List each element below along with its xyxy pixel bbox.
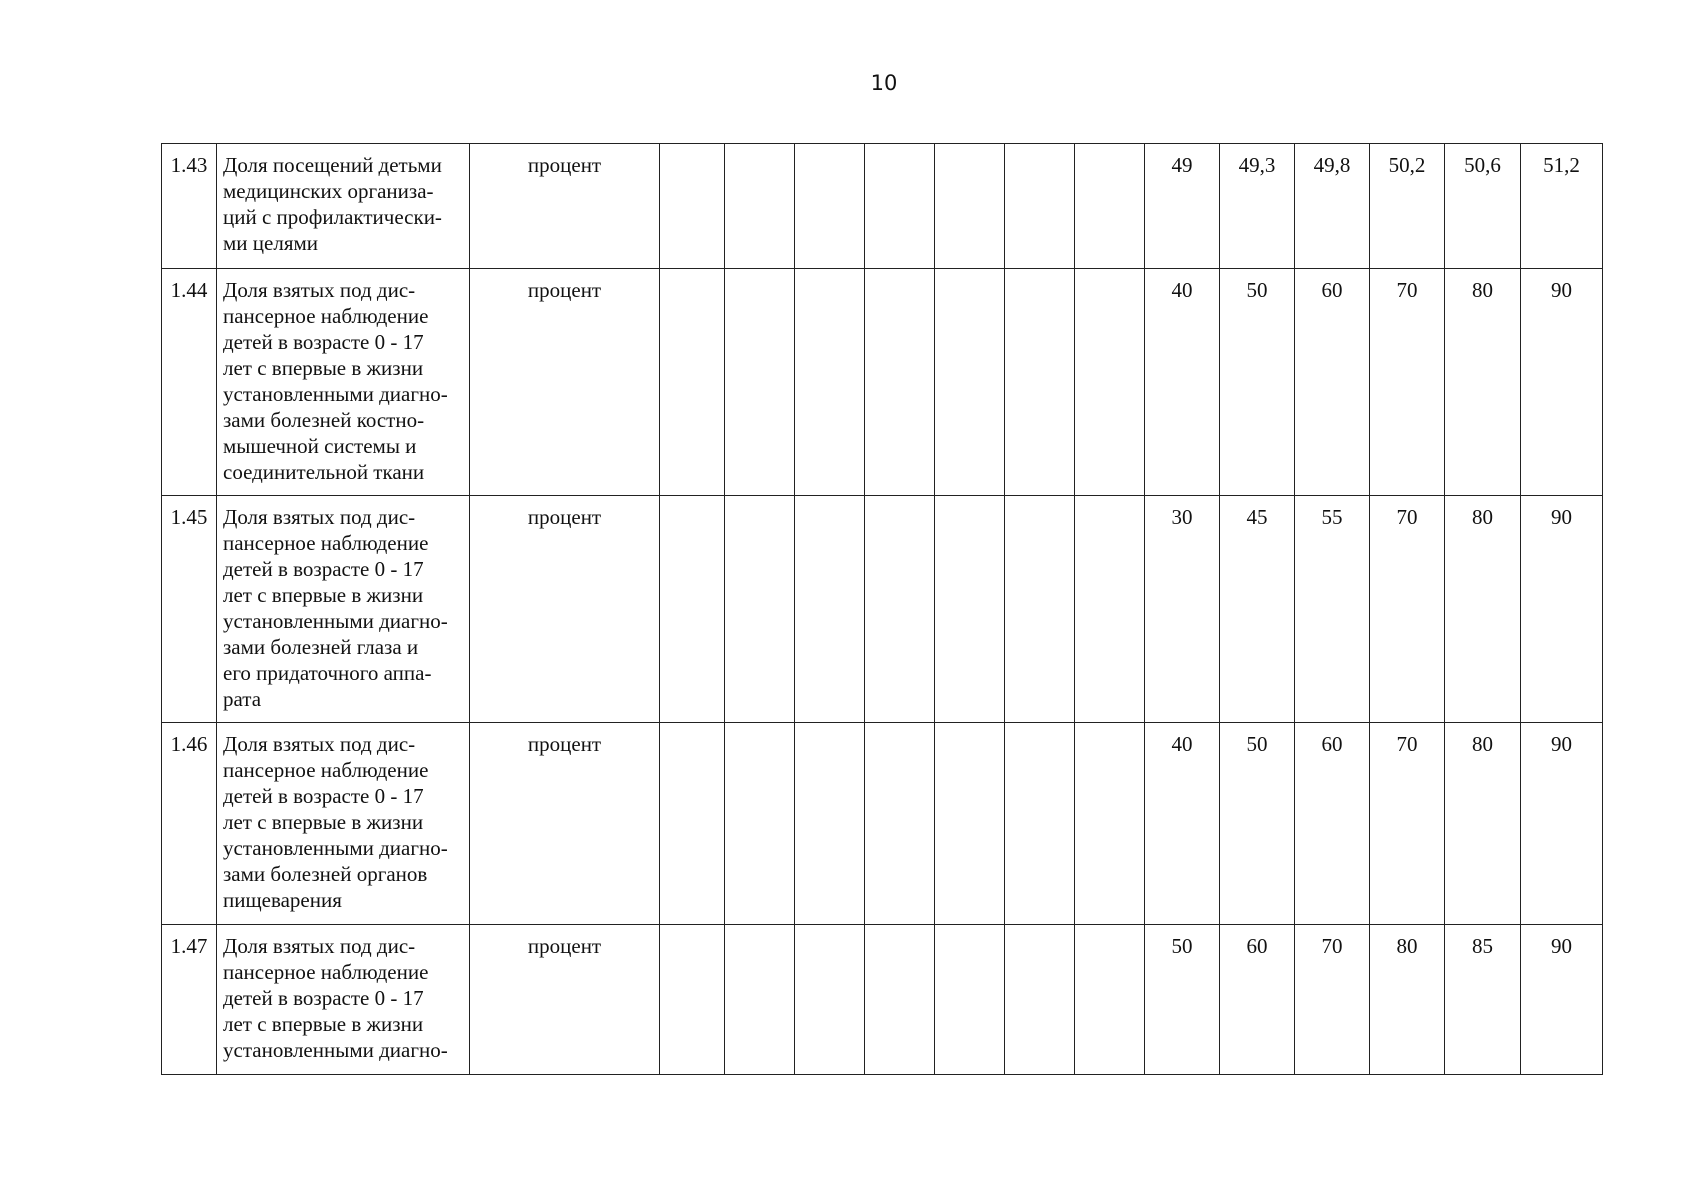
value-cell: 60 bbox=[1295, 269, 1370, 496]
value-cell: 49 bbox=[1145, 144, 1220, 269]
indicator-name-line: зами болезней глаза и bbox=[223, 635, 419, 659]
indicator-name-line: рата bbox=[223, 687, 262, 711]
empty-cell bbox=[865, 925, 935, 1075]
value-cell: 70 bbox=[1370, 723, 1445, 925]
indicator-name-line: установленными диагно- bbox=[223, 609, 448, 633]
indicator-name-line: пансерное наблюдение bbox=[223, 960, 429, 984]
row-number: 1.47 bbox=[162, 925, 217, 1075]
value-cell: 50 bbox=[1220, 269, 1295, 496]
empty-cell bbox=[1075, 723, 1145, 925]
indicator-name-line: пансерное наблюдение bbox=[223, 531, 429, 555]
table-row bbox=[162, 723, 1603, 925]
empty-cell bbox=[660, 925, 725, 1075]
indicator-name-line: его придаточного аппа- bbox=[223, 661, 432, 685]
empty-cell bbox=[1005, 723, 1075, 925]
row-number: 1.43 bbox=[162, 144, 217, 269]
value-cell: 90 bbox=[1521, 269, 1603, 496]
indicator-name-line: Доля посещений детьми bbox=[223, 153, 442, 177]
empty-cell bbox=[660, 496, 725, 723]
value-cell: 49,8 bbox=[1295, 144, 1370, 269]
value-cell: 50 bbox=[1145, 925, 1220, 1075]
indicator-name bbox=[217, 925, 470, 1075]
indicator-name-line: мышечной системы и bbox=[223, 434, 417, 458]
indicators-table bbox=[161, 143, 1603, 1075]
indicator-name-line: пансерное наблюдение bbox=[223, 758, 429, 782]
value-cell: 40 bbox=[1145, 723, 1220, 925]
unit-cell: процент bbox=[470, 269, 660, 496]
empty-cell bbox=[935, 723, 1005, 925]
indicator-name-line: Доля взятых под дис- bbox=[223, 278, 416, 302]
indicator-name-line: Доля взятых под дис- bbox=[223, 934, 416, 958]
empty-cell bbox=[1075, 496, 1145, 723]
empty-cell bbox=[660, 723, 725, 925]
indicator-name-line: детей в возрасте 0 - 17 bbox=[223, 986, 424, 1010]
empty-cell bbox=[795, 496, 865, 723]
indicator-name-line: пищеварения bbox=[223, 888, 342, 912]
empty-cell bbox=[725, 269, 795, 496]
indicator-name-line: установленными диагно- bbox=[223, 836, 448, 860]
value-cell: 80 bbox=[1445, 269, 1521, 496]
table-row bbox=[162, 496, 1603, 723]
value-cell: 90 bbox=[1521, 723, 1603, 925]
empty-cell bbox=[865, 496, 935, 723]
empty-cell bbox=[1005, 496, 1075, 723]
row-number: 1.44 bbox=[162, 269, 217, 496]
value-cell: 70 bbox=[1295, 925, 1370, 1075]
value-cell: 49,3 bbox=[1220, 144, 1295, 269]
table-row bbox=[162, 144, 1603, 269]
indicator-name-line: зами болезней органов bbox=[223, 862, 428, 886]
value-cell: 60 bbox=[1295, 723, 1370, 925]
indicator-name-line: детей в возрасте 0 - 17 bbox=[223, 330, 424, 354]
value-cell: 70 bbox=[1370, 496, 1445, 723]
empty-cell bbox=[865, 723, 935, 925]
empty-cell bbox=[1005, 269, 1075, 496]
empty-cell bbox=[935, 496, 1005, 723]
empty-cell bbox=[725, 723, 795, 925]
value-cell: 80 bbox=[1370, 925, 1445, 1075]
table-row bbox=[162, 925, 1603, 1075]
value-cell: 51,2 bbox=[1521, 144, 1603, 269]
value-cell: 55 bbox=[1295, 496, 1370, 723]
value-cell: 80 bbox=[1445, 723, 1521, 925]
empty-cell bbox=[725, 496, 795, 723]
empty-cell bbox=[795, 925, 865, 1075]
table-row bbox=[162, 269, 1603, 496]
empty-cell bbox=[795, 144, 865, 269]
indicator-name-line: пансерное наблюдение bbox=[223, 304, 429, 328]
value-cell: 50,6 bbox=[1445, 144, 1521, 269]
indicator-name-line: детей в возрасте 0 - 17 bbox=[223, 784, 424, 808]
value-cell: 50 bbox=[1220, 723, 1295, 925]
indicator-name bbox=[217, 496, 470, 723]
indicator-name-line: установленными диагно- bbox=[223, 382, 448, 406]
empty-cell bbox=[725, 925, 795, 1075]
indicator-name-line: установленными диагно- bbox=[223, 1038, 448, 1062]
row-number: 1.46 bbox=[162, 723, 217, 925]
unit-cell: процент bbox=[470, 925, 660, 1075]
unit-cell: процент bbox=[470, 144, 660, 269]
indicator-name bbox=[217, 723, 470, 925]
indicator-name bbox=[217, 144, 470, 269]
empty-cell bbox=[1005, 925, 1075, 1075]
value-cell: 85 bbox=[1445, 925, 1521, 1075]
value-cell: 80 bbox=[1445, 496, 1521, 723]
value-cell: 45 bbox=[1220, 496, 1295, 723]
indicator-name-line: медицинских организа- bbox=[223, 179, 434, 203]
value-cell: 40 bbox=[1145, 269, 1220, 496]
empty-cell bbox=[795, 269, 865, 496]
value-cell: 90 bbox=[1521, 496, 1603, 723]
row-number: 1.45 bbox=[162, 496, 217, 723]
indicator-name-line: соединительной ткани bbox=[223, 460, 425, 484]
indicator-name-line: лет с впервые в жизни bbox=[223, 356, 424, 380]
empty-cell bbox=[1005, 144, 1075, 269]
indicator-name-line: Доля взятых под дис- bbox=[223, 732, 416, 756]
indicator-name-line: лет с впервые в жизни bbox=[223, 810, 424, 834]
unit-cell: процент bbox=[470, 496, 660, 723]
value-cell: 90 bbox=[1521, 925, 1603, 1075]
indicator-name-line: лет с впервые в жизни bbox=[223, 1012, 424, 1036]
empty-cell bbox=[1075, 144, 1145, 269]
indicator-name-line: ций с профилактически- bbox=[223, 205, 442, 229]
empty-cell bbox=[935, 144, 1005, 269]
empty-cell bbox=[935, 925, 1005, 1075]
unit-cell: процент bbox=[470, 723, 660, 925]
indicator-name-line: Доля взятых под дис- bbox=[223, 505, 416, 529]
value-cell: 50,2 bbox=[1370, 144, 1445, 269]
value-cell: 30 bbox=[1145, 496, 1220, 723]
indicator-name-line: ми целями bbox=[223, 231, 319, 255]
empty-cell bbox=[865, 144, 935, 269]
indicator-name-line: детей в возрасте 0 - 17 bbox=[223, 557, 424, 581]
indicator-name-line: зами болезней костно- bbox=[223, 408, 425, 432]
empty-cell bbox=[935, 269, 1005, 496]
value-cell: 60 bbox=[1220, 925, 1295, 1075]
empty-cell bbox=[795, 723, 865, 925]
indicator-name-line: лет с впервые в жизни bbox=[223, 583, 424, 607]
page-number: 10 bbox=[870, 71, 898, 95]
empty-cell bbox=[1075, 925, 1145, 1075]
empty-cell bbox=[660, 269, 725, 496]
empty-cell bbox=[725, 144, 795, 269]
empty-cell bbox=[865, 269, 935, 496]
empty-cell bbox=[660, 144, 725, 269]
empty-cell bbox=[1075, 269, 1145, 496]
indicator-name bbox=[217, 269, 470, 496]
value-cell: 70 bbox=[1370, 269, 1445, 496]
